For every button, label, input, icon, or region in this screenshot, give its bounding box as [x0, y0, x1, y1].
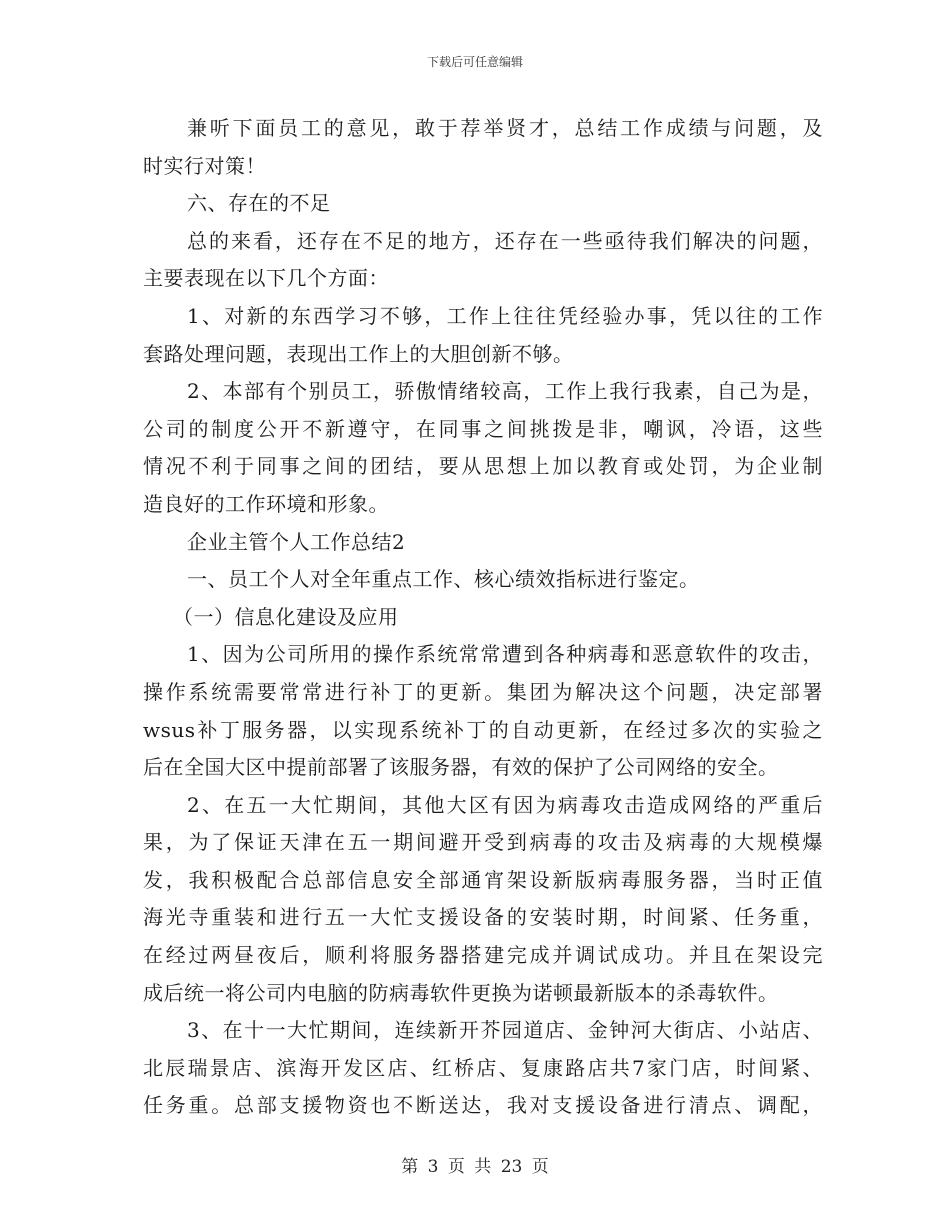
- text-line: 3、在十一大忙期间，连续新开芥园道店、金钟河大街店、小站店、: [187, 1018, 823, 1043]
- text-line: 成后统一将公司内电脑的防病毒软件更换为诺顿最新版本的杀毒软件。: [143, 980, 779, 1005]
- text-line: 海光寺重装和进行五一大忙支援设备的安装时期，时间紧、任务重，: [143, 905, 823, 930]
- page-header: 下载后可任意编辑: [426, 55, 523, 69]
- text-line: 套路处理问题，表现出工作上的大胆创新不够。: [143, 341, 574, 366]
- document-body: [143, 110, 823, 1125]
- text-line: 时实行对策！: [143, 153, 266, 178]
- text-line: 2、本部有个别员工，骄傲情绪较高，工作上我行我素，自己为是，: [187, 379, 823, 404]
- text-line: 公司的制度公开不新遵守，在同事之间挑拨是非，嘲讽，冷语，这些: [143, 416, 823, 441]
- text-line: 1、对新的东西学习不够，工作上往往凭经验办事，凭以往的工作: [187, 303, 823, 328]
- text-line: 后在全国大区中提前部署了该服务器，有效的保护了公司网络的安全。: [143, 755, 779, 780]
- text-line: （一）信息化建设及应用: [173, 604, 399, 629]
- text-line: 情况不利于同事之间的团结，要从思想上加以教育或处罚，为企业制: [143, 454, 823, 479]
- text-line: 企业主管个人工作总结2: [187, 529, 406, 554]
- text-line: wsus补丁服务器，以实现系统补丁的自动更新，在经过多次的实验之: [143, 717, 823, 742]
- text-line: 发，我积极配合总部信息安全部通宵架设新版病毒服务器，当时正值: [143, 867, 823, 892]
- text-line: 六、存在的不足: [187, 191, 331, 216]
- text-line: 造良好的工作环境和形象。: [143, 491, 389, 516]
- text-line: 任务重。总部支援物资也不断送达，我对支援设备进行清点、调配，: [143, 1093, 823, 1118]
- text-line: 北辰瑞景店、滨海开发区店、红桥店、复康路店共7家门店，时间紧、: [143, 1055, 823, 1080]
- text-line: 在经过两昼夜后，顺利将服务器搭建完成并调试成功。并且在架设完: [143, 943, 823, 968]
- text-line: 一、员工个人对全年重点工作、核心绩效指标进行鉴定。: [187, 567, 700, 592]
- text-line: 果，为了保证天津在五一期间避开受到病毒的攻击及病毒的大规模爆: [143, 830, 823, 855]
- text-line: 2、在五一大忙期间，其他大区有因为病毒攻击造成网络的严重后: [187, 792, 823, 817]
- page-footer: 第 3 页 共 23 页: [401, 1157, 549, 1177]
- text-line: 1、因为公司所用的操作系统常常遭到各种病毒和恶意软件的攻击，: [187, 642, 823, 667]
- text-line: 操作系统需要常常进行补丁的更新。集团为解决这个问题，决定部署: [143, 679, 823, 704]
- text-line: 兼听下面员工的意见，敢于荐举贤才，总结工作成绩与问题，及: [187, 116, 823, 140]
- text-line: 总的来看，还存在不足的地方，还存在一些亟待我们解决的问题，: [187, 228, 823, 253]
- text-line: 主要表现在以下几个方面：: [143, 266, 389, 291]
